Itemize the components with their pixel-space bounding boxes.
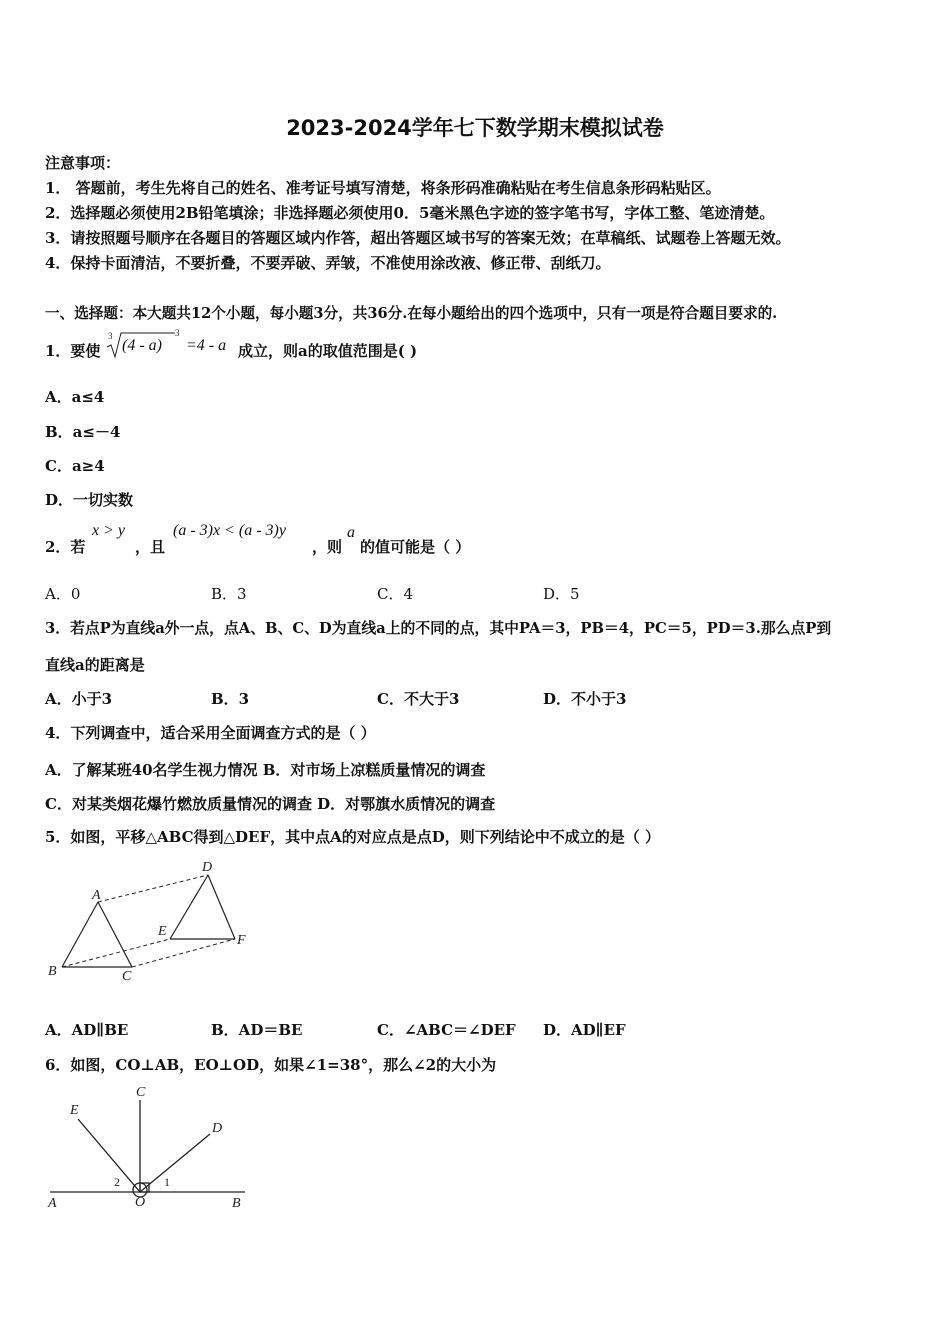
q1-suffix: 成立，则a的取值范围是( ): [238, 342, 418, 360]
q3-option-c: C．不大于3: [377, 690, 460, 708]
svg-text:3: 3: [175, 328, 180, 338]
notice-item: 1． 答题前，考生先将自己的姓名、准考证号填写清楚，将条形码准确粘贴在考生信息条形码粘贴区。: [45, 179, 721, 197]
q5-label-e: E: [158, 924, 167, 939]
q2-variable: a: [347, 524, 355, 541]
q5-option-b: B．AD＝BE: [211, 1021, 303, 1039]
q5-dashed-ad: [98, 875, 208, 902]
q5-segment-de: [170, 875, 208, 939]
q5-label-d: D: [202, 860, 213, 875]
q5-dashed-cf: [132, 939, 235, 967]
q6-label-d: D: [212, 1121, 223, 1136]
notice-item: 3．请按照题号顺序在各题目的答题区域内作答，超出答题区域书写的答案无效；在草稿纸、试题卷上答题无效。: [45, 229, 791, 247]
notice-item: 4．保持卡面清洁，不要折叠，不要弄破、弄皱，不准使用涂改液、修正带、刮纸刀。: [45, 254, 611, 272]
q2-condition-1: x > y: [92, 522, 125, 539]
q6-ray-oe: [78, 1119, 140, 1192]
q1-prefix: 1．要使: [45, 342, 101, 360]
q1-option-b: B．a≤－4: [45, 423, 121, 441]
page-title: 2023-2024学年七下数学期末模拟试卷: [286, 116, 664, 140]
q4-options-line-2: C．对某类烟花爆竹燃放质量情况的调查 D．对鄂旗水质情况的调查: [45, 795, 496, 813]
q2-condition-2: (a - 3)x < (a - 3)y: [173, 522, 286, 539]
q5-label-b: B: [48, 964, 57, 979]
q3-option-b: B．3: [211, 690, 250, 708]
q6-label-e: E: [70, 1103, 79, 1118]
q6-label-angle-2: 2: [114, 1175, 120, 1189]
q6-label-b: B: [232, 1196, 241, 1211]
q5-segment-df: [208, 875, 235, 939]
q3-option-d: D．不小于3: [543, 690, 627, 708]
svg-text:3: 3: [108, 331, 113, 341]
q1-option-c: C．a≥4: [45, 457, 105, 475]
q5-stem: 5．如图，平移△ABC得到△DEF，其中点A的对应点是点D，则下列结论中不成立的是（ ）: [45, 828, 661, 846]
q1-option-a: A．a≤4: [45, 388, 105, 406]
q2-suffix: 的值可能是（ ）: [360, 538, 471, 556]
q3-stem-line-1: 3．若点P为直线a外一点，点A、B、C、D为直线a上的不同的点，其中PA＝3，PB＝4，PC＝5，PD＝3.那么点P到: [45, 620, 832, 637]
q5-option-d: D．AD∥EF: [543, 1021, 626, 1039]
notice-item: 2．选择题必须使用2B铅笔填涂；非选择题必须使用0．5毫米黑色字迹的签字笔书写，字体工整、笔迹清楚。: [45, 204, 775, 222]
q6-label-o: O: [135, 1195, 146, 1210]
q4-stem: 4．下列调查中，适合采用全面调查方式的是（ ）: [45, 724, 376, 742]
q5-dashed-be: [62, 939, 170, 967]
q5-label-c: C: [122, 969, 132, 984]
q2-option-a: A．0: [45, 585, 81, 603]
q4-options-line-1: A．了解某班40名学生视力情况 B．对市场上凉糕质量情况的调查: [45, 761, 486, 779]
q2-connector-2: ，则: [312, 538, 343, 556]
q6-stem: 6．如图，CO⊥AB，EO⊥OD，如果∠1=38°，那么∠2的大小为: [45, 1056, 497, 1074]
q6-angle-figure: [40, 1082, 255, 1217]
q6-ray-od: [140, 1134, 210, 1192]
q5-option-c: C．∠ABC＝∠DEF: [377, 1021, 516, 1039]
q3-stem-line-2: 直线a的距离是: [45, 656, 145, 674]
q1-formula-right: =4 - a: [186, 337, 227, 354]
q2-option-c: C．4: [377, 585, 414, 603]
q2-prefix: 2．若: [45, 538, 86, 556]
q1-option-d: D．一切实数: [45, 491, 134, 509]
section-heading: 一、选择题：本大题共12个小题，每小题3分，共36分.在每小题给出的四个选项中，只有一项是符合题目要求的.: [45, 305, 778, 322]
q5-translation-figure: [40, 855, 265, 990]
q2-option-b: B．3: [211, 585, 247, 603]
q6-label-angle-1: 1: [164, 1175, 170, 1189]
q5-label-a: A: [92, 888, 101, 903]
q5-segment-ab: [62, 902, 98, 967]
notice-heading: 注意事项：: [45, 154, 121, 172]
q6-label-a: A: [48, 1196, 57, 1211]
q2-option-d: D．5: [543, 585, 580, 603]
q3-option-a: A．小于3: [45, 690, 113, 708]
q5-segment-ac: [98, 902, 132, 967]
q5-option-a: A．AD∥BE: [45, 1021, 129, 1039]
q5-label-f: F: [237, 933, 246, 948]
q2-connector: ，且: [135, 538, 166, 556]
q1-formula-left: (4 - a): [122, 337, 162, 354]
q6-label-c: C: [136, 1085, 146, 1100]
